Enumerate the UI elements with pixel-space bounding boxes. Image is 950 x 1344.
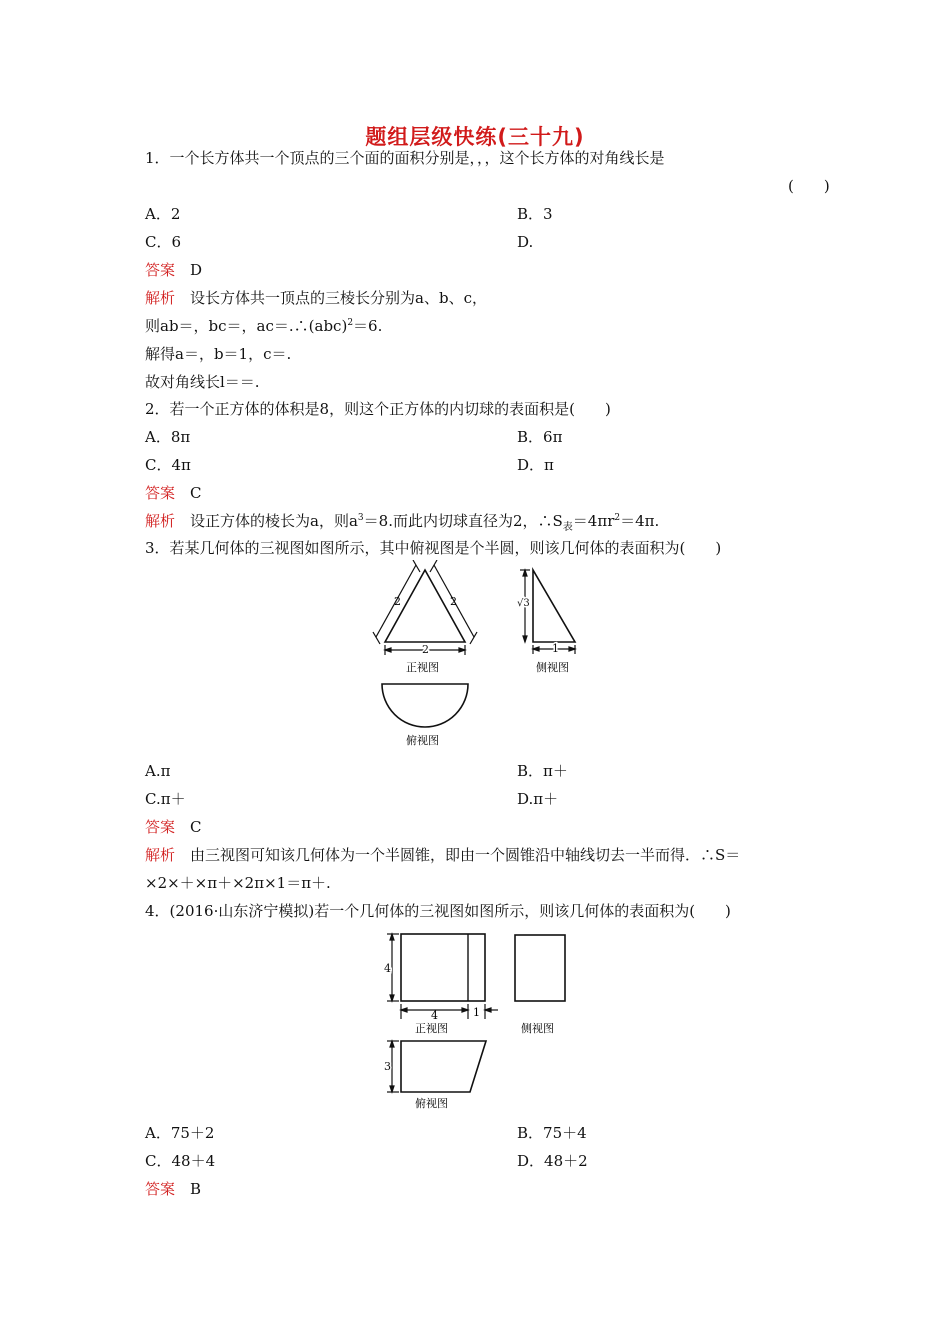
q2-option-a: A．8π	[145, 428, 191, 446]
superscript: 2	[614, 513, 621, 523]
q3-side-label-base: 1	[552, 642, 559, 655]
q3-front-caption: 正视图	[406, 661, 439, 674]
q4-top-view	[387, 1041, 486, 1092]
answer-value: B	[190, 1180, 202, 1198]
q4-answer	[145, 1179, 201, 1199]
analysis-text: ＝4π.	[620, 512, 660, 530]
q2-answer	[145, 483, 202, 503]
q3-side-label-height: √3	[517, 598, 530, 609]
q1-analysis-4: 故对角线长l＝＝.	[145, 373, 260, 391]
subscript: 表	[562, 522, 573, 533]
q4-side-caption: 侧视图	[521, 1022, 554, 1035]
q4-side-view	[515, 935, 565, 1001]
q2-stem: 2．若一个正方体的体积是8，则这个正方体的内切球的表面积是( )	[145, 400, 611, 418]
q3-front-label-left: 2	[394, 595, 401, 608]
analysis-text: 设正方体的棱长为a，则a	[190, 512, 358, 530]
q1-option-a: A．2	[145, 205, 181, 223]
q3-option-a: A.π	[145, 762, 171, 780]
analysis-label: 解析	[145, 846, 176, 864]
q3-analysis-2: ×2×＋×π＋×2π×1＝π＋.	[145, 874, 331, 892]
q1-answer	[145, 260, 202, 280]
q3-option-d: D.π＋	[517, 790, 559, 808]
q4-option-c: C．48＋4	[145, 1152, 216, 1170]
answer-value: C	[190, 818, 202, 836]
q1-option-d: D.	[517, 233, 534, 251]
analysis-text: ＝6.	[353, 317, 383, 335]
q4-top-caption: 俯视图	[415, 1097, 448, 1110]
answer-label: 答案	[145, 484, 176, 502]
q3-top-caption: 俯视图	[406, 734, 439, 747]
analysis-label: 解析	[145, 289, 176, 307]
q4-three-view-figure	[370, 925, 580, 1115]
q3-front-label-right: 2	[450, 595, 457, 608]
analysis-text: ＝4πr	[572, 512, 615, 530]
answer-value: D	[190, 261, 203, 279]
q3-front-label-base: 2	[422, 643, 429, 656]
q3-stem: 3．若某几何体的三视图如图所示，其中俯视图是个半圆，则该几何体的表面积为( )	[145, 539, 722, 557]
answer-label: 答案	[145, 261, 176, 279]
q4-front-caption: 正视图	[415, 1022, 448, 1035]
page-title: 题组层级快练(三十九)	[365, 125, 585, 149]
q1-option-b: B．3	[517, 205, 553, 223]
analysis-text: 设长方体共一顶点的三棱长分别为a、b、c，	[190, 289, 487, 307]
analysis-text: 由三视图可知该几何体为一个半圆锥，即由一个圆锥沿中轴线切去一半而得．∴S＝	[190, 846, 741, 864]
q4-option-a: A．75＋2	[145, 1124, 215, 1142]
q4-front-label-extra: 1	[473, 1006, 480, 1019]
analysis-text: 则ab＝，bc＝，ac＝.∴(abc)	[145, 317, 348, 335]
q2-option-c: C．4π	[145, 456, 191, 474]
q1-analysis-3: 解得a＝，b＝1，c＝.	[145, 345, 292, 363]
q3-three-view-figure	[360, 560, 600, 760]
q1-analysis-2	[145, 316, 382, 336]
q4-front-label-width: 4	[431, 1009, 438, 1022]
q4-option-d: D．48＋2	[517, 1152, 588, 1170]
q2-option-b: B．6π	[517, 428, 563, 446]
analysis-label: 解析	[145, 512, 176, 530]
q3-top-view	[382, 684, 468, 727]
q3-front-view	[373, 560, 477, 655]
q3-option-c: C.π＋	[145, 790, 186, 808]
superscript: 2	[347, 318, 354, 328]
q4-front-view	[387, 934, 498, 1019]
q4-option-b: B．75＋4	[517, 1124, 587, 1142]
q4-stem: 4．(2016·山东济宁模拟)若一个几何体的三视图如图所示，则该几何体的表面积为( )	[145, 902, 731, 920]
q3-side-caption: 侧视图	[536, 661, 569, 674]
q4-front-label-height: 4	[384, 962, 391, 975]
q1-stem: 1．一个长方体共一个顶点的三个面的面积分别是，，，这个长方体的对角线长是	[145, 149, 665, 167]
q1-answer-paren: ( )	[788, 177, 830, 195]
answer-value: C	[190, 484, 202, 502]
q3-side-view	[520, 570, 575, 654]
answer-label: 答案	[145, 818, 176, 836]
analysis-text: ＝8.而此内切球直径为2，∴S	[363, 512, 563, 530]
q1-analysis-1	[145, 288, 487, 308]
q3-option-b: B．π＋	[517, 762, 568, 780]
q2-option-d: D．π	[517, 456, 554, 474]
superscript: 3	[357, 513, 364, 523]
q3-answer	[145, 817, 202, 837]
q1-option-c: C．6	[145, 233, 182, 251]
q3-analysis-1	[145, 845, 740, 865]
q4-top-label-height: 3	[384, 1060, 391, 1073]
answer-label: 答案	[145, 1180, 176, 1198]
q2-analysis	[145, 511, 659, 531]
